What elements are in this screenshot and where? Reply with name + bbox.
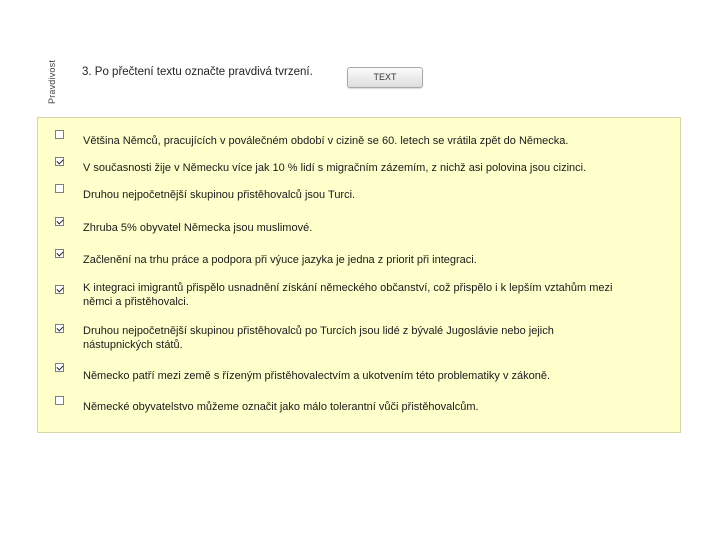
statement-text: Druhou nejpočetnější skupinou přistěhovalců jsou Turci. bbox=[83, 189, 356, 201]
text-button[interactable]: TEXT bbox=[347, 67, 423, 88]
statement-checkbox[interactable] bbox=[55, 324, 64, 333]
statement-checkbox[interactable] bbox=[55, 184, 64, 193]
statement-text: K integraci imigrantů přispělo usnadnění získání německého občanství, což přispělo i k lepším vztahům mezi němci a přistěhovalci. bbox=[83, 282, 613, 308]
question-title: 3. Po přečtení textu označte pravdivá tvrzení. bbox=[82, 66, 313, 78]
statement-text: Většina Němců, pracujících v poválečném období v cizině se 60. letech se vrátila zpět do Německa. bbox=[83, 135, 569, 147]
statement-text: Zhruba 5% obyvatel Německa jsou muslimové. bbox=[83, 222, 313, 234]
statement-checkbox[interactable] bbox=[55, 157, 64, 166]
statement-text: Druhou nejpočetnější skupinou přistěhovalců po Turcích jsou lidé z bývalé Jugoslávie nebo jejich nástupnických států. bbox=[83, 325, 554, 351]
statement-checkbox[interactable] bbox=[55, 217, 64, 226]
statement-checkbox[interactable] bbox=[55, 396, 64, 405]
statement-text: V současnosti žije v Německu více jak 10 % lidí s migračním zázemím, z nichž asi polovina jsou cizinci. bbox=[83, 162, 587, 174]
statement-checkbox[interactable] bbox=[55, 285, 64, 294]
statement-text: Německé obyvatelstvo můžeme označit jako málo tolerantní vůči přistěhovalcům. bbox=[83, 401, 479, 413]
side-label: Pravdivost bbox=[47, 59, 57, 104]
statement-checkbox[interactable] bbox=[55, 249, 64, 258]
statement-checkbox[interactable] bbox=[55, 363, 64, 372]
statement-checkbox[interactable] bbox=[55, 130, 64, 139]
statement-text: Německo patří mezi země s řízeným přistěhovalectvím a ukotvením této problematiky v zákoně. bbox=[83, 370, 551, 382]
statements-panel bbox=[37, 117, 681, 433]
statement-text: Začlenění na trhu práce a podpora při výuce jazyka je jedna z priorit při integraci. bbox=[83, 254, 477, 266]
